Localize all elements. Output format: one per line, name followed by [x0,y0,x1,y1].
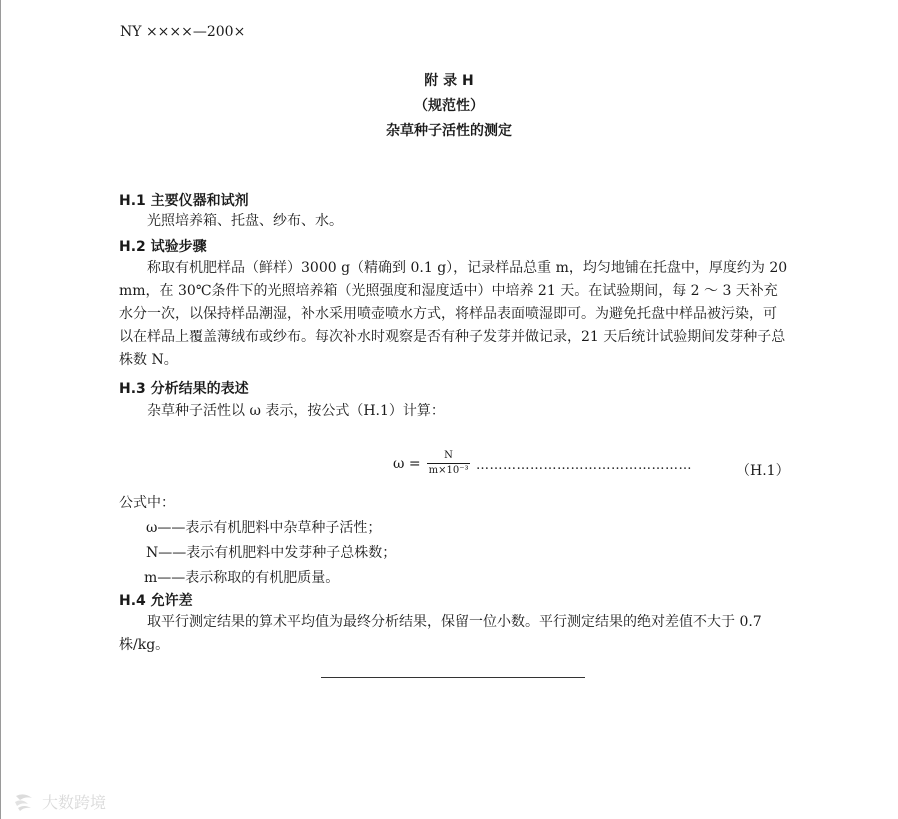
appendix-title: 杂草种子活性的测定 [386,123,512,139]
formula-h1 [393,450,476,477]
section-h2-text: 称取有机肥样品（鲜样）3000 g（精确到 0.1 g），记录样品总重 m，均匀地铺在托盘中，厚度约为 20 mm，在 30℃条件下的光照培养箱（光照强度和湿度适中）中培养 21 天。在试验期间，每 2 ～ 3 天补充水分一次，以保持样品潮湿，补水采用喷壶喷水方式，将样品表面喷湿即可。为避免托盘中样品被污染，可以在样品上覆盖薄绒布或纱布。每次补水时观察是否有种子发芽并做记录，21 天后统计试验期间发芽种子总株数 N。 [119,260,788,368]
definition-m: m——表示称取的有机肥质量。 [144,570,340,586]
standard-code: NY ××××—200× [120,24,246,40]
where-label: 公式中： [119,495,175,511]
formula-denominator: m×10⁻³ [428,465,469,476]
formula-fraction [427,450,471,477]
section-h3-heading: H.3 分析结果的表述 [119,381,249,397]
section-h4-heading: H.4 允许差 [119,593,193,609]
definition-n: N——表示有机肥料中发芽种子总株数； [146,545,397,561]
watermark-logo-icon [12,792,36,812]
section-h2-heading: H.2 试验步骤 [119,239,207,255]
watermark-text: 大数跨境 [42,793,107,812]
section-h3-text: 杂草种子活性以 ω 表示，按公式（H.1）计算： [147,403,445,419]
section-h1-text: 光照培养箱、托盘、纱布、水。 [147,213,343,229]
section-h1-heading: H.1 主要仪器和试剂 [119,193,249,209]
definition-omega: ω——表示有机肥料中杂草种子活性； [146,520,382,536]
watermark [12,790,106,813]
appendix-label: 附 录 H [424,73,474,89]
end-rule [321,677,585,678]
formula-leader-dots: ………………………………………… [476,458,692,473]
formula-number: （H.1） [736,463,790,479]
formula-numerator: N [444,450,453,461]
appendix-type: （规范性） [414,98,484,114]
section-h4-text: 取平行测定结果的算术平均值为最终分析结果，保留一位小数。平行测定结果的绝对差值不大于 0.7 株/kg。 [119,614,762,653]
formula-lhs: ω = [393,455,421,472]
